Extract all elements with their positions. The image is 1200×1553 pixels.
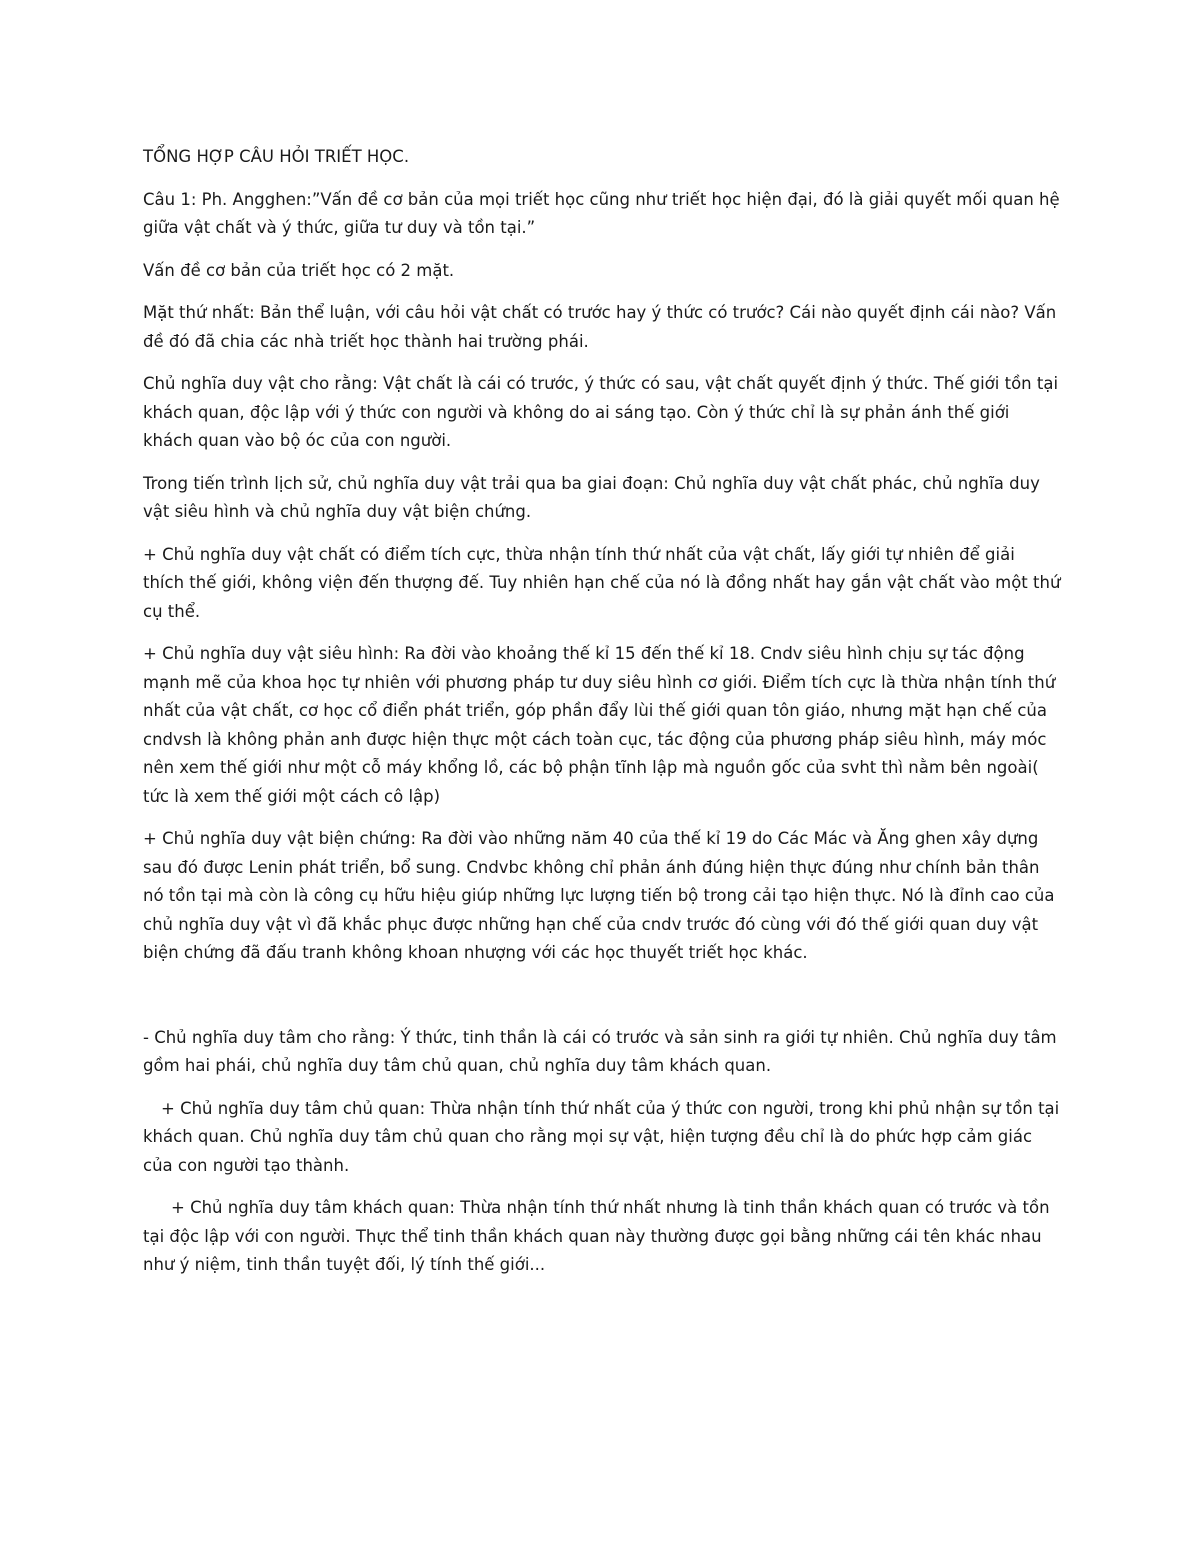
paragraph-metaphysical-materialism: + Chủ nghĩa duy vật siêu hình: Ra đời vào khoảng thế kỉ 15 đến thế kỉ 18. Cndv siêu hình chịu sự tác động mạnh mẽ của khoa học tự nhiên với phương pháp tư duy siêu hình cơ giới. Điểm tích cực là thừa nhận tính thứ nhất của vật chất, cơ học cổ điển phát triển, góp phần đẩy lùi thế giới quan tôn giáo, nhưng mặt hạn chế của cndvsh là không phản anh được hiện thực một cách toàn cục, tác động của phương pháp siêu hình, máy móc nên xem thế giới như một cỗ máy khổng lồ, các bộ phận tĩnh lập mà nguồn gốc của svht thì nằm bên ngoài( tức là xem thế giới một cách cô lập) [143, 644, 1056, 806]
blank-line [143, 982, 1061, 1024]
document-body [143, 143, 1061, 1294]
paragraph-objective-idealism: + Chủ nghĩa duy tâm khách quan: Thừa nhận tính thứ nhất nhưng là tinh thần khách quan có trước và tồn tại độc lập với con người. Thực thể tinh thần khách quan này thường được gọi bằng những cái tên khác nhau như ý niệm, tinh thần tuyệt đối, lý tính thế giới... [143, 1198, 1050, 1274]
paragraph-materialism: Chủ nghĩa duy vật cho rằng: Vật chất là cái có trước, ý thức có sau, vật chất quyết định ý thức. Thế giới tồn tại khách quan, độc lập với ý thức con người và không do ai sáng tạo. Còn ý thức chỉ là sự phản ánh thế giới khách quan vào bộ óc của con người. [143, 374, 1059, 450]
paragraph-naive-materialism: + Chủ nghĩa duy vật chất có điểm tích cực, thừa nhận tính thứ nhất của vật chất, lấy giới tự nhiên để giải thích thế giới, không viện đến thượng đế. Tuy nhiên hạn chế của nó là đồng nhất hay gắn vật chất vào một thứ cụ thể. [143, 544, 1061, 621]
paragraph-first-aspect: Mặt thứ nhất: Bản thể luận, với câu hỏi vật chất có trước hay ý thức có trước? Cái nào quyết định cái nào? Vấn đề đó đã chia các nhà triết học thành hai trường phái. [143, 303, 1057, 351]
paragraph-question-1: Câu 1: Ph. Angghen:”Vấn đề cơ bản của mọi triết học cũng như triết học hiện đại, đó là giải quyết mối quan hệ giữa vật chất và ý thức, giữa tư duy và tồn tại.” [143, 189, 1060, 237]
paragraph-materialism-stages: Trong tiến trình lịch sử, chủ nghĩa duy vật trải qua ba giai đoạn: Chủ nghĩa duy vật chất phác, chủ nghĩa duy vật siêu hình và chủ nghĩa duy vật biện chứng. [143, 473, 1040, 521]
paragraph-idealism: - Chủ nghĩa duy tâm cho rằng: Ý thức, tinh thần là cái có trước và sản sinh ra giới tự nhiên. Chủ nghĩa duy tâm gồm hai phái, chủ nghĩa duy tâm chủ quan, chủ nghĩa duy tâm khách quan. [143, 1027, 1057, 1075]
paragraph-subjective-idealism: + Chủ nghĩa duy tâm chủ quan: Thừa nhận tính thứ nhất của ý thức con người, trong khi phủ nhận sự tồn tại khách quan. Chủ nghĩa duy tâm chủ quan cho rằng mọi sự vật, hiện tượng đều chỉ là do phức hợp cảm giác của con người tạo thành. [143, 1098, 1060, 1175]
document-title: TỔNG HỢP CÂU HỎI TRIẾT HỌC. [143, 147, 410, 166]
paragraph-two-aspects: Vấn đề cơ bản của triết học có 2 mặt. [143, 260, 455, 280]
paragraph-dialectical-materialism: + Chủ nghĩa duy vật biện chứng: Ra đời vào những năm 40 của thế kỉ 19 do Các Mác và Ăng ghen xây dựng sau đó được Lenin phát triển, bổ sung. Cndvbc không chỉ phản ánh đúng hiện thực đúng như chính bản thân nó tồn tại mà còn là công cụ hữu hiệu giúp những lực lượng tiến bộ trong cải tạo hiện thực. Nó là đỉnh cao của chủ nghĩa duy vật vì đã khắc phục được những hạn chế của cndv trước đó cùng với đó thế giới quan duy vật biện chứng đã đấu tranh không khoan nhượng với các học thuyết triết học khác. [143, 829, 1055, 962]
